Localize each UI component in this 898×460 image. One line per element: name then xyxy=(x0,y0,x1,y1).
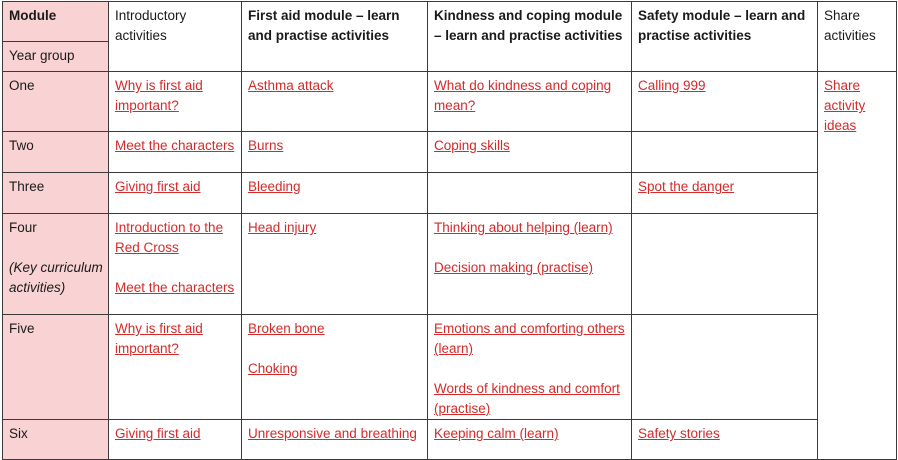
kindness-cell xyxy=(428,132,632,173)
activity-link[interactable]: Bleeding xyxy=(248,179,301,194)
year-cell: Six xyxy=(3,420,109,460)
year-cell: One xyxy=(3,72,109,132)
activity-link[interactable]: Introduction to the Red Cross xyxy=(115,220,224,255)
activity-link[interactable]: Asthma attack xyxy=(248,78,334,93)
share-cell xyxy=(818,72,897,460)
activity-link[interactable]: Choking xyxy=(248,361,298,376)
intro-cell xyxy=(109,173,242,214)
safety-cell xyxy=(632,72,818,132)
first-aid-cell xyxy=(242,72,428,132)
first-aid-cell xyxy=(242,173,428,214)
module-header: Module xyxy=(9,8,57,23)
kindness-cell xyxy=(428,420,632,460)
year-cell: Two xyxy=(3,132,109,173)
table-row xyxy=(3,72,897,132)
intro-cell xyxy=(109,132,242,173)
safety-cell xyxy=(632,420,818,460)
year-label: Four xyxy=(9,220,37,235)
activity-link[interactable]: Why is first aid important? xyxy=(115,78,203,113)
activity-link[interactable]: Giving first aid xyxy=(115,179,201,194)
intro-cell xyxy=(109,420,242,460)
kindness-cell xyxy=(428,173,632,214)
activity-link[interactable]: Giving first aid xyxy=(115,426,201,441)
safety-cell xyxy=(632,214,818,315)
activity-link[interactable]: Emotions and comforting others (learn) xyxy=(434,321,625,356)
activities-table xyxy=(2,1,897,460)
kindness-cell xyxy=(428,214,632,315)
activity-link[interactable]: Meet the characters xyxy=(115,138,235,153)
safety-cell xyxy=(632,132,818,173)
activity-link[interactable]: Thinking about helping (learn) xyxy=(434,220,613,235)
activity-link[interactable]: Words of kindness and comfort (practise) xyxy=(434,381,620,416)
year-cell xyxy=(3,214,109,315)
module-header-cell xyxy=(3,2,109,72)
safety-cell xyxy=(632,315,818,420)
intro-cell xyxy=(109,72,242,132)
activity-link[interactable]: Spot the danger xyxy=(638,179,735,194)
year-group-header: Year group xyxy=(3,41,108,66)
activity-link[interactable]: Coping skills xyxy=(434,138,510,153)
table-row xyxy=(3,315,897,420)
table-row xyxy=(3,420,897,460)
intro-cell xyxy=(109,315,242,420)
activity-link[interactable]: Safety stories xyxy=(638,426,720,441)
introductory-header: Introductory activities xyxy=(109,2,242,72)
activity-link[interactable]: Why is first aid important? xyxy=(115,321,203,356)
table-row xyxy=(3,173,897,214)
activity-link[interactable]: Calling 999 xyxy=(638,78,706,93)
safety-header: Safety module – learn and practise activities xyxy=(632,2,818,72)
first-aid-cell xyxy=(242,420,428,460)
safety-cell xyxy=(632,173,818,214)
share-activity-ideas-link[interactable]: Share activity ideas xyxy=(824,78,866,133)
activity-link[interactable]: Burns xyxy=(248,138,284,153)
first-aid-cell xyxy=(242,132,428,173)
share-header: Share activities xyxy=(818,2,897,72)
year-cell: Three xyxy=(3,173,109,214)
table-row xyxy=(3,214,897,315)
table-row xyxy=(3,132,897,173)
activity-link[interactable]: Broken bone xyxy=(248,321,325,336)
activity-link[interactable]: Meet the characters xyxy=(115,280,235,295)
key-curriculum-note: (Key curriculum activities) xyxy=(9,260,103,295)
activity-link[interactable]: What do kindness and coping mean? xyxy=(434,78,612,113)
activity-link[interactable]: Keeping calm (learn) xyxy=(434,426,559,441)
header-row xyxy=(3,2,897,72)
kindness-cell xyxy=(428,315,632,420)
kindness-header: Kindness and coping module – learn and practise activities xyxy=(428,2,632,72)
year-cell: Five xyxy=(3,315,109,420)
activity-link[interactable]: Unresponsive and breathing xyxy=(248,426,417,441)
first-aid-header: First aid module – learn and practise activities xyxy=(242,2,428,72)
activity-link[interactable]: Decision making (practise) xyxy=(434,260,594,275)
intro-cell xyxy=(109,214,242,315)
first-aid-cell xyxy=(242,315,428,420)
kindness-cell xyxy=(428,72,632,132)
first-aid-cell xyxy=(242,214,428,315)
activity-link[interactable]: Head injury xyxy=(248,220,317,235)
